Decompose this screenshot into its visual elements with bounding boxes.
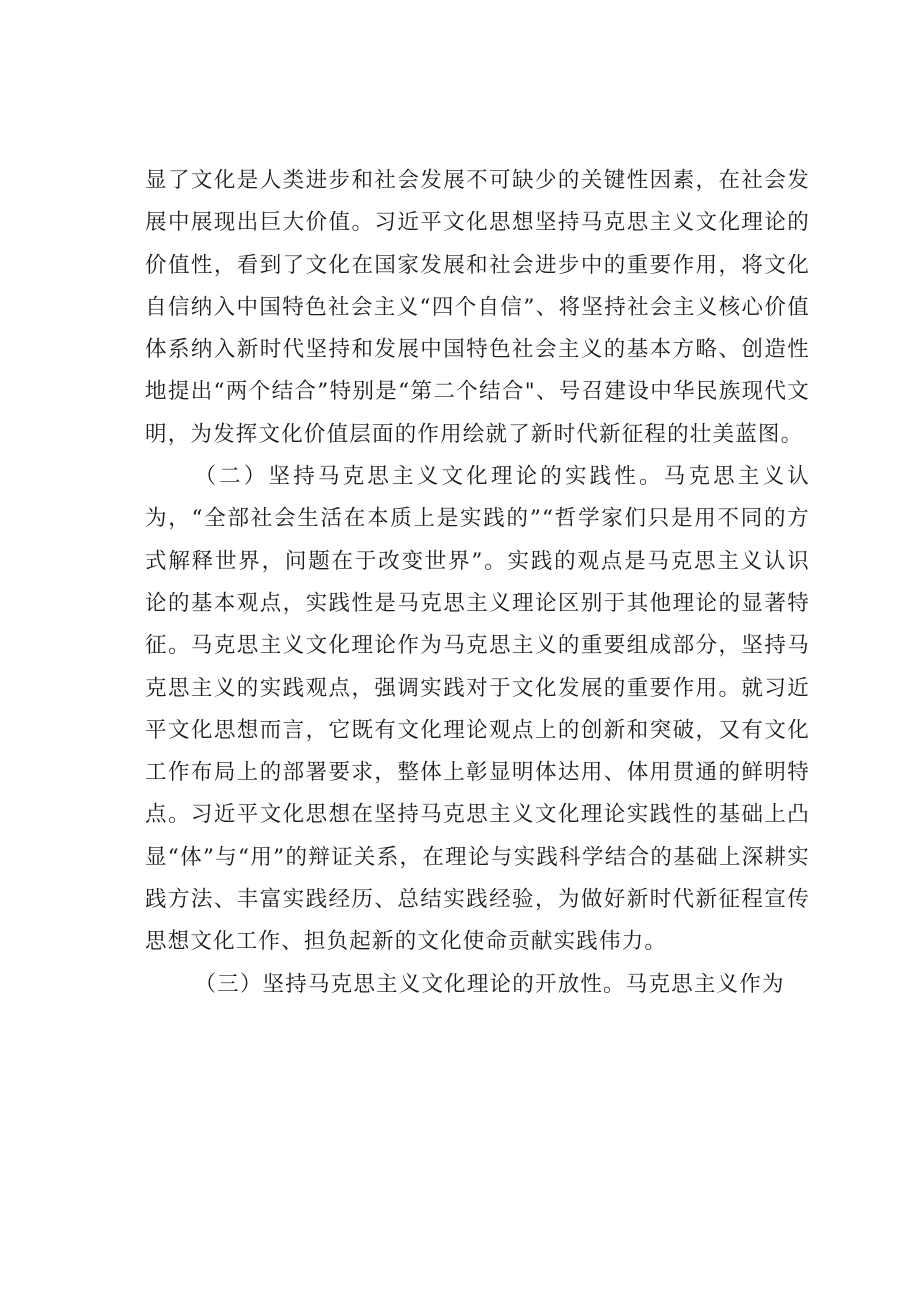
paragraph-openness: （三）坚持马克思主义文化理论的开放性。马克思主义作为 — [194, 971, 785, 997]
paragraph-practicality: （二）坚持马克思主义文化理论的实践性。马克思主义认为，“全部社会生活在本质上是实践的”“哲学家们只是用不同的方式解释世界，问题在于改变世界”。实践的观点是马克思主义认识论的基本观点，实践性是马克思主义理论区别于其他理论的显著特征。马克思主义文化理论作为马克思主义的重要组成部分，坚持马克思主义的实践观点，强调实践对于文化发展的重要作用。就习近平文化思想而言，它既有文化理论观点上的创新和突破，又有文化工作布局上的部署要求，整体上彰显明体达用、体用贯通的鲜明特点。习近平文化思想在坚持马克思主义文化理论实践性的基础上凸显“体”与“用”的辩证关系，在理论与实践科学结合的基础上深耕实践方法、丰富实践经历、总结实践经验，为做好新时代新征程宣传思想文化工作、担负起新的文化使命贡献实践伟力。 — [145, 464, 810, 955]
body-text — [145, 160, 810, 1006]
paragraph-value-culture: 显了文化是人类进步和社会发展不可缺少的关键性因素，在社会发展中展现出巨大价值。习近平文化思想坚持马克思主义文化理论的价值性，看到了文化在国家发展和社会进步中的重要作用，将文化自信纳入中国特色社会主义“四个自信”、将坚持社会主义核心价值体系纳入新时代坚持和发展中国特色社会主义的基本方略、创造性地提出“两个结合”特别是“第二个结合"、号召建设中华民族现代文明，为发挥文化价值层面的作用绘就了新时代新征程的壮美蓝图。 — [145, 168, 810, 447]
